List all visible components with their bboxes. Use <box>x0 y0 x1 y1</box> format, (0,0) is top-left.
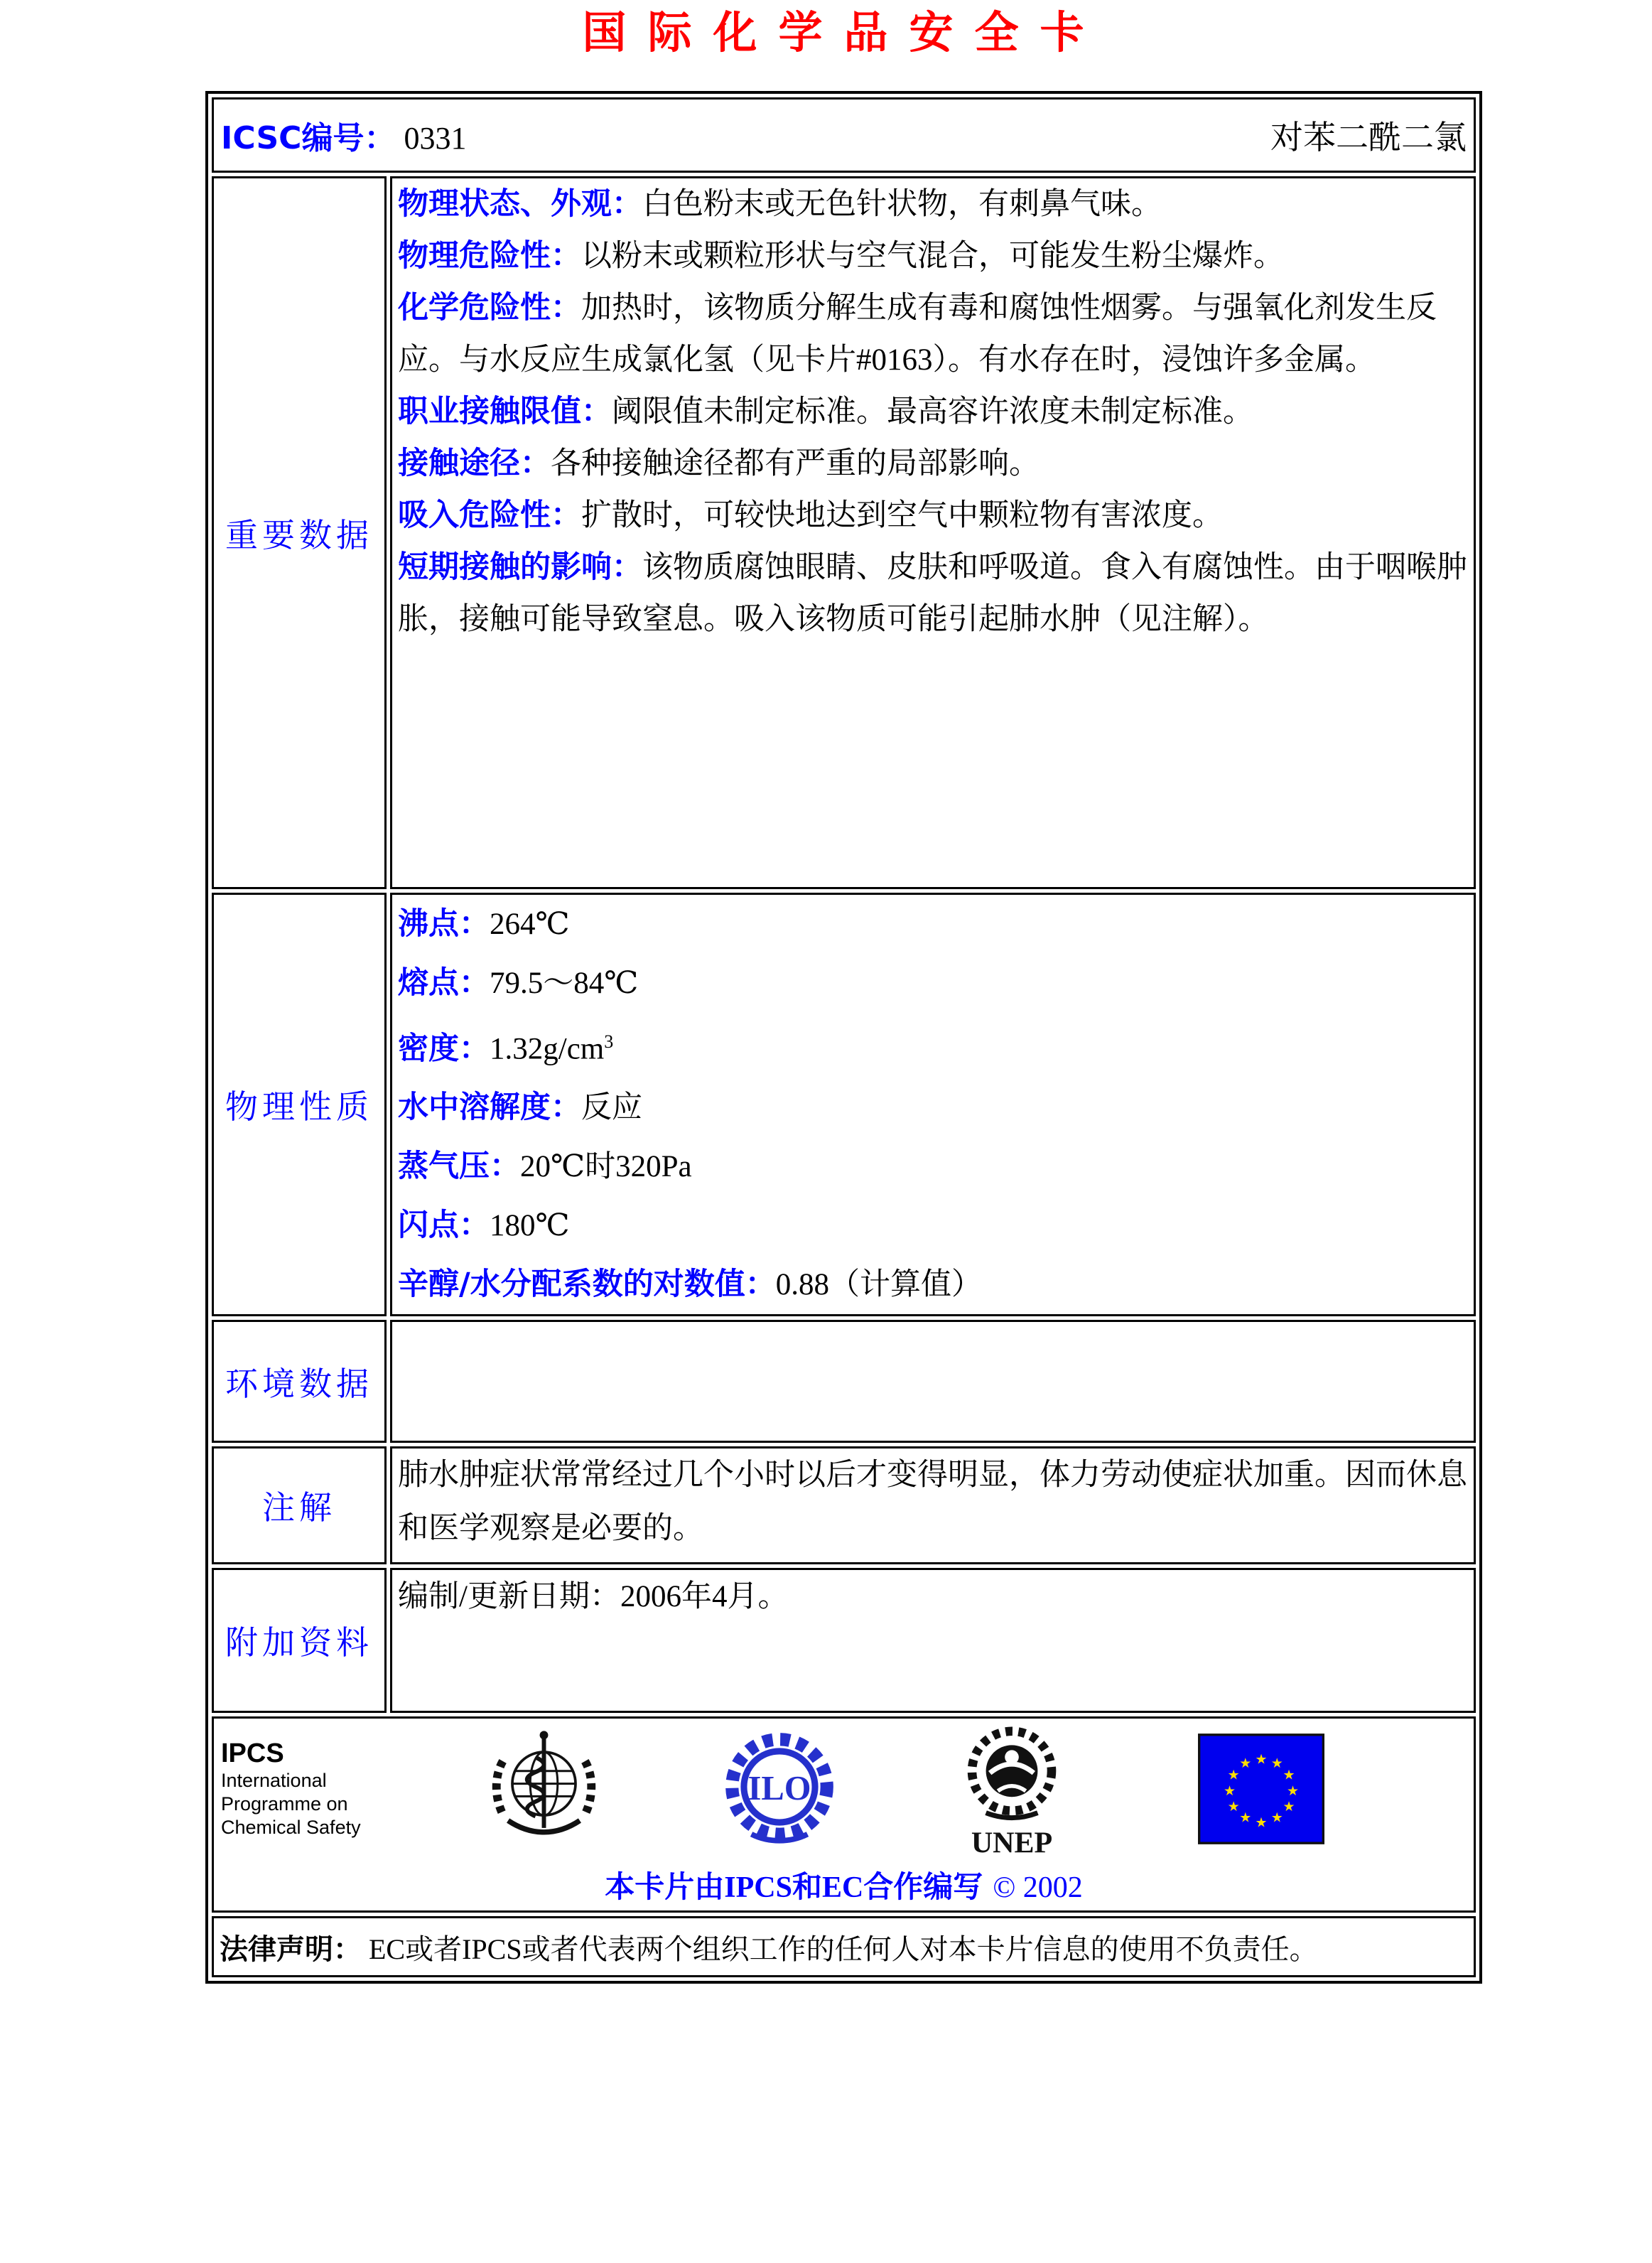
unep-logo-icon <box>952 1719 1071 1859</box>
eu-flag-icon <box>1198 1733 1324 1844</box>
field-text: 180℃ <box>490 1209 570 1243</box>
ipcs-text-block <box>221 1739 399 1839</box>
field-text: 79.5～84℃ <box>490 967 639 1000</box>
physical-hazards <box>398 230 1469 282</box>
legal-notice-label: 法律声明： <box>220 1933 362 1966</box>
field-label: 接触途径： <box>398 446 551 481</box>
legal-notice-text: EC或者IPCS或者代表两个组织工作的任何人对本卡片信息的使用不负责任。 <box>369 1933 1318 1965</box>
legal-notice-row <box>212 1916 1476 1977</box>
field-text: 20℃时320Pa <box>520 1150 692 1184</box>
icsc-card-table <box>205 91 1482 1984</box>
field-text: 阈限值未制定标准。最高容许浓度未制定标准。 <box>612 395 1253 429</box>
svg-text:★: ★ <box>1270 1756 1283 1772</box>
svg-text:UNEP: UNEP <box>971 1827 1053 1859</box>
icsc-number-group <box>221 112 466 158</box>
svg-text:★: ★ <box>1227 1800 1240 1815</box>
svg-text:★: ★ <box>1239 1811 1252 1827</box>
field-label: 密度： <box>398 1031 490 1067</box>
field-text: 加热时，该物质分解生成有毒和腐蚀性烟雾。与强氧化剂发生反应。与水反应生成氯化氢（见卡片#0163）。有水存在时，浸蚀许多金属。 <box>398 291 1437 377</box>
notes-content <box>390 1446 1476 1564</box>
octanol-water-partition <box>398 1255 1469 1314</box>
page-title: 国际化学品安全卡 <box>582 6 1106 58</box>
density <box>398 1013 1469 1078</box>
vapor-pressure <box>398 1137 1469 1196</box>
field-label: 物理危险性： <box>398 238 581 274</box>
important-data-content <box>390 176 1476 889</box>
short-term-exposure-effects <box>398 542 1469 645</box>
field-label: 职业接触限值： <box>398 394 612 429</box>
ipcs-subtitle-line: International <box>221 1769 327 1791</box>
additional-info-text: 编制/更新日期：2006年4月。 <box>398 1580 789 1614</box>
ipcs-subtitle-line: Chemical Safety <box>221 1816 361 1838</box>
card-header-row <box>212 97 1476 173</box>
field-text: 扩散时，可较快地达到空气中颗粒物有害浓度。 <box>581 499 1223 532</box>
svg-text:★: ★ <box>1255 1752 1268 1768</box>
melting-point <box>398 954 1469 1013</box>
flash-point <box>398 1196 1469 1255</box>
ipcs-subtitle-line: Programme on <box>221 1792 348 1815</box>
field-label: 短期接触的影响： <box>398 549 642 585</box>
svg-text:★: ★ <box>1224 1784 1236 1800</box>
field-text: 0.88（计算值） <box>775 1268 982 1302</box>
section-label-notes: 注解 <box>212 1446 387 1564</box>
credit-text: 本卡片由IPCS和EC合作编写 <box>605 1871 983 1905</box>
field-label: 熔点： <box>398 965 490 1001</box>
field-label: 吸入危险性： <box>398 498 581 533</box>
section-label-additional-info: 附加资料 <box>212 1568 387 1713</box>
field-text: 白色粉末或无色针状物，有刺鼻气味。 <box>642 188 1162 221</box>
section-label-physical-properties: 物理性质 <box>212 893 387 1316</box>
field-label: 辛醇/水分配系数的对数值： <box>398 1267 776 1303</box>
field-text: 以粉末或颗粒形状与空气混合，可能发生粉尘爆炸。 <box>581 240 1284 273</box>
svg-text:★: ★ <box>1239 1756 1252 1772</box>
field-text: 1.32g/cm <box>490 1032 605 1066</box>
inhalation-risk <box>398 490 1469 542</box>
routes-of-exposure <box>398 438 1469 490</box>
boiling-point <box>398 895 1469 954</box>
density-superscript: 3 <box>604 1031 614 1052</box>
chemical-hazards <box>398 282 1469 386</box>
ipcs-title: IPCS <box>221 1738 284 1769</box>
notes-text: 肺水肿症状常常经过几个小时以后才变得明显，体力劳动使症状加重。因而休息和医学观察是必要的。 <box>398 1458 1467 1546</box>
field-label: 物理状态、外观： <box>398 186 642 222</box>
icsc-number-value: 0331 <box>404 121 467 156</box>
field-text: 各种接触途径都有严重的局部影响。 <box>551 447 1040 480</box>
section-label-environmental-data: 环境数据 <box>212 1320 387 1443</box>
svg-text:★: ★ <box>1270 1811 1283 1827</box>
svg-text:★: ★ <box>1283 1768 1295 1783</box>
icsc-number-label: ICSC编号： <box>221 120 396 156</box>
ilo-logo-icon <box>715 1724 844 1854</box>
svg-text:★: ★ <box>1227 1768 1240 1783</box>
occupational-exposure-limits <box>398 386 1469 438</box>
field-label: 水中溶解度： <box>398 1090 581 1126</box>
physical-properties-content <box>390 893 1476 1316</box>
svg-text:★: ★ <box>1283 1800 1295 1815</box>
who-logo-icon <box>478 1726 610 1852</box>
water-solubility <box>398 1078 1469 1137</box>
field-label: 化学危险性： <box>398 290 581 326</box>
field-text: 反应 <box>581 1091 642 1125</box>
credit-year: © 2002 <box>993 1871 1083 1905</box>
chemical-name: 对苯二酰二氯 <box>1270 119 1467 156</box>
field-label: 闪点： <box>398 1208 490 1244</box>
additional-info-content <box>390 1568 1476 1713</box>
field-label: 沸点： <box>398 906 490 942</box>
svg-text:★: ★ <box>1287 1784 1299 1800</box>
logos-row <box>212 1716 1476 1913</box>
section-label-important-data: 重要数据 <box>212 176 387 889</box>
credit-line <box>221 1864 1467 1906</box>
svg-text:★: ★ <box>1255 1815 1268 1831</box>
svg-text:ILO: ILO <box>747 1770 811 1808</box>
physical-state-appearance <box>398 178 1469 230</box>
field-label: 蒸气压： <box>398 1149 520 1185</box>
environmental-data-content <box>390 1320 1476 1443</box>
field-text: 264℃ <box>490 908 570 941</box>
field-text: 该物质腐蚀眼睛、皮肤和呼吸道。食入有腐蚀性。由于咽喉肿胀，接触可能导致窒息。吸入该物质可能引起肺水肿（见注解）。 <box>398 551 1467 636</box>
